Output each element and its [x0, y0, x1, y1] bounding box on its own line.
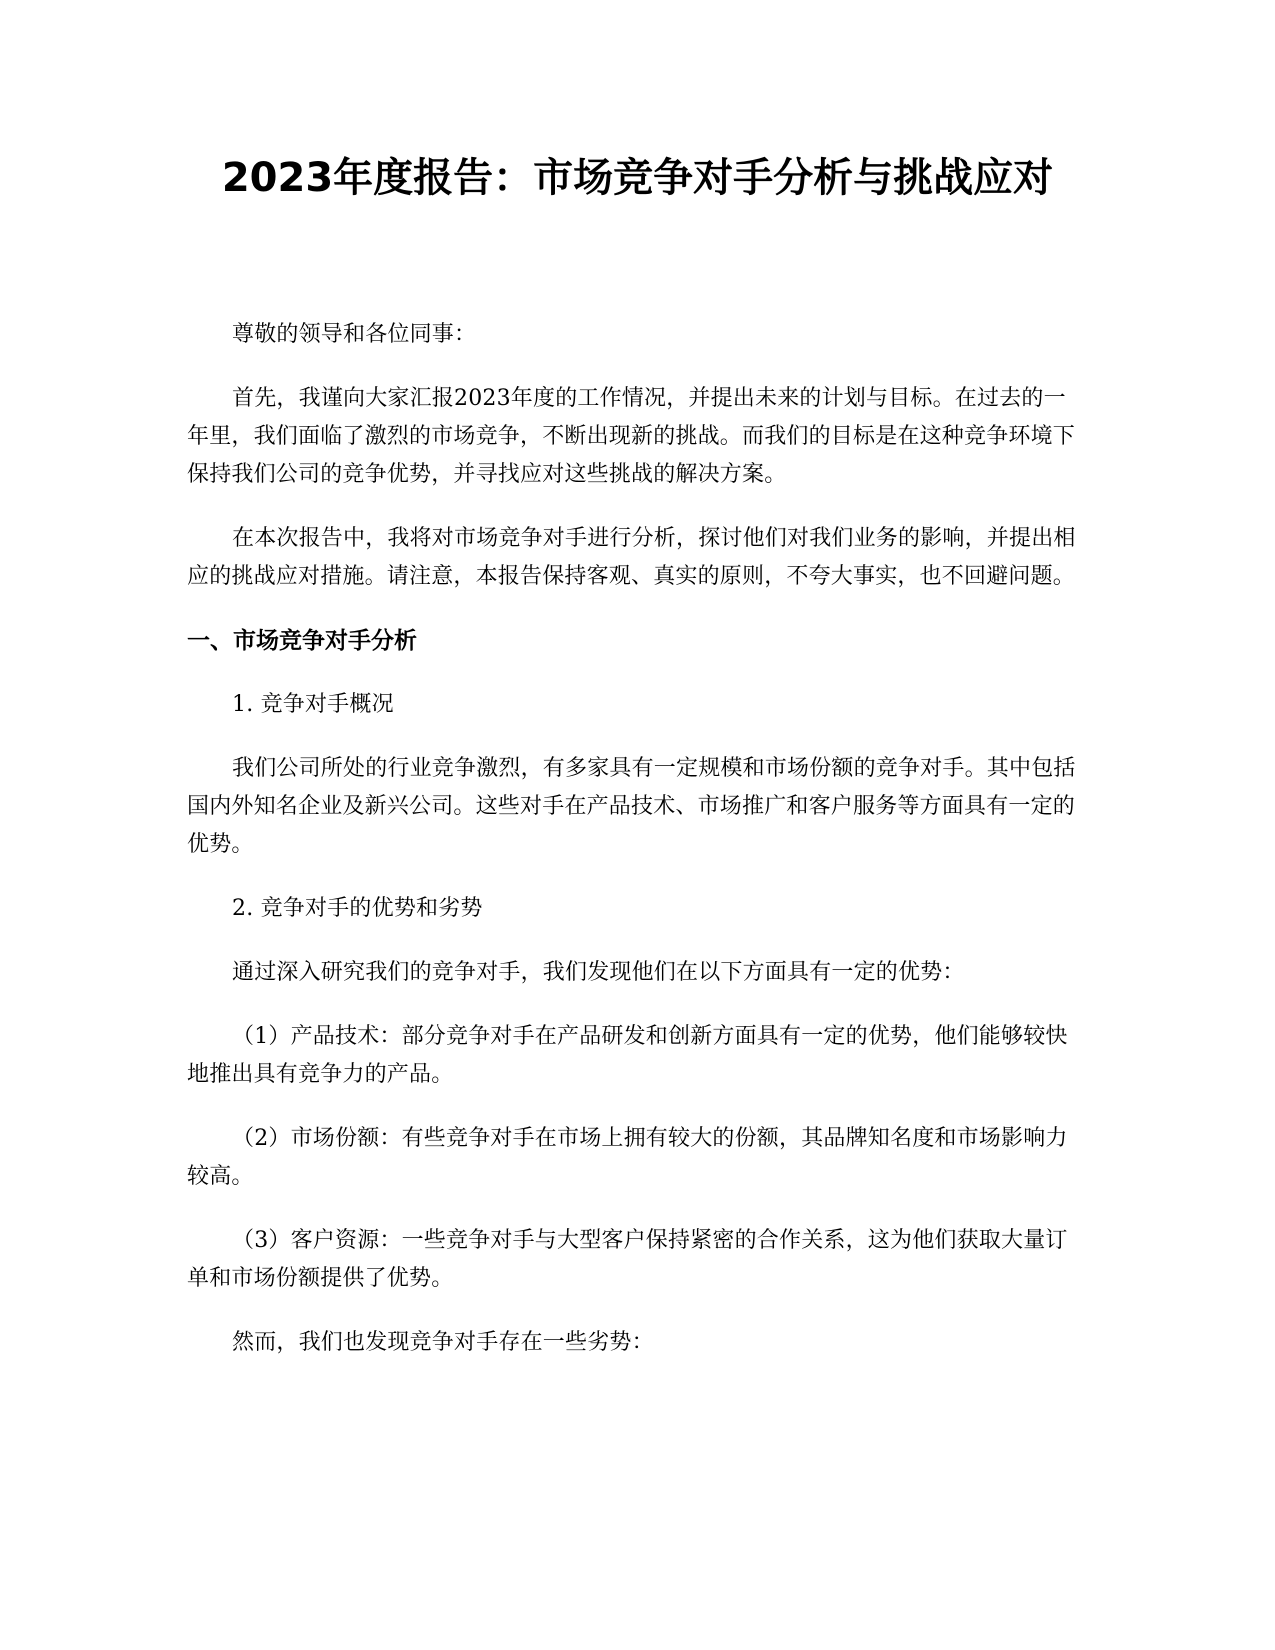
intro-paragraph: 在本次报告中，我将对市场竞争对手进行分析，探讨他们对我们业务的影响，并提出相应的挑战应对措施。请注意，本报告保持客观、真实的原则，不夸大事实，也不回避问题。 — [187, 526, 1076, 589]
advantage-item: （2）市场份额：有些竞争对手在市场上拥有较大的份额，其品牌知名度和市场影响力较高。 — [187, 1126, 1068, 1189]
body-paragraph: 我们公司所处的行业竞争激烈，有多家具有一定规模和市场份额的竞争对手。其中包括国内外知名企业及新兴公司。这些对手在产品技术、市场推广和客户服务等方面具有一定的优势。 — [187, 756, 1076, 857]
salutation: 尊敬的领导和各位同事： — [232, 322, 477, 347]
intro-paragraph: 首先，我谨向大家汇报2023年度的工作情况，并提出未来的计划与目标。在过去的一年里，我们面临了激烈的市场竞争，不断出现新的挑战。而我们的目标是在这种竞争环境下保持我们公司的竞争优势，并寻找应对这些挑战的解决方案。 — [187, 386, 1076, 487]
body-paragraph: 然而，我们也发现竞争对手存在一些劣势： — [232, 1330, 654, 1355]
subsection-heading: 2. 竞争对手的优势和劣势 — [232, 896, 483, 921]
document-title: 2023年度报告：市场竞争对手分析与挑战应对 — [221, 155, 1054, 201]
document-body — [187, 316, 1087, 1388]
section-heading: 一、市场竞争对手分析 — [187, 628, 417, 654]
advantage-item: （1）产品技术：部分竞争对手在产品研发和创新方面具有一定的优势，他们能够较快地推出具有竞争力的产品。 — [187, 1024, 1068, 1087]
body-paragraph: 通过深入研究我们的竞争对手，我们发现他们在以下方面具有一定的优势： — [232, 960, 965, 985]
subsection-heading: 1. 竞争对手概况 — [232, 692, 394, 717]
advantage-item: （3）客户资源：一些竞争对手与大型客户保持紧密的合作关系，这为他们获取大量订单和市场份额提供了优势。 — [187, 1228, 1068, 1291]
